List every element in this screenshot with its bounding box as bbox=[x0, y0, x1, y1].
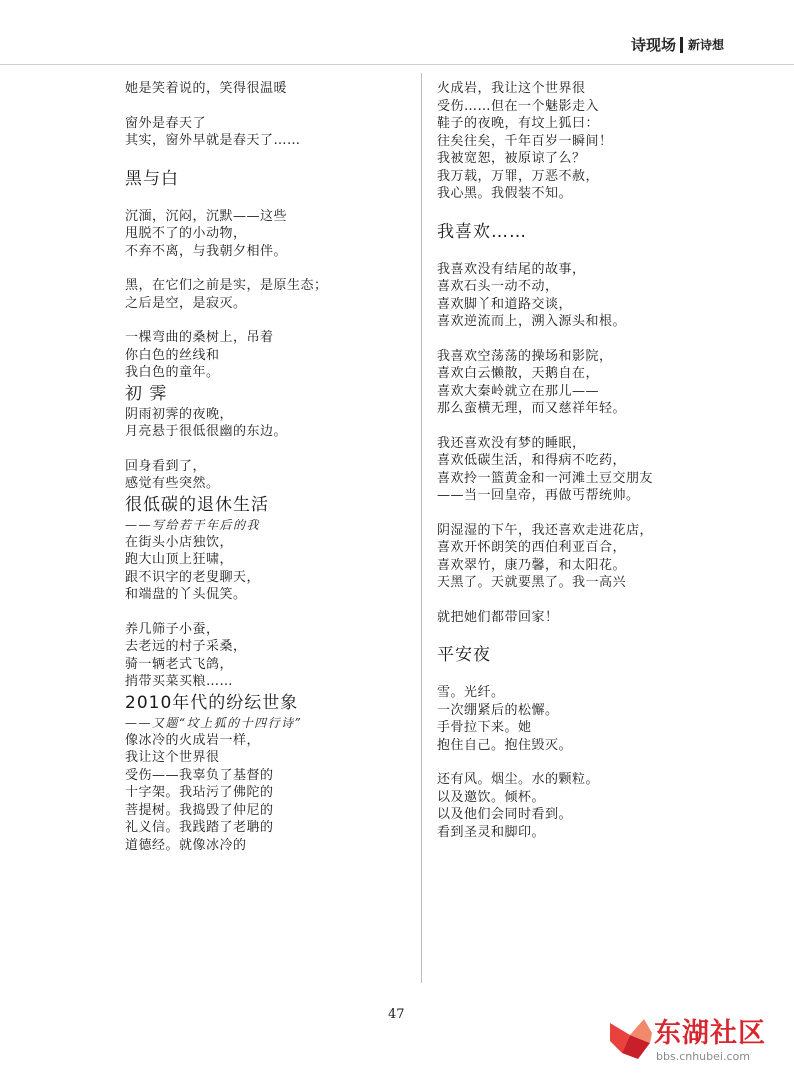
stanza-gap bbox=[125, 260, 395, 277]
poem-line: 受伤——我辜负了基督的 bbox=[125, 767, 274, 783]
poem-line: 往矣往矣，千年百岁一瞬间！ bbox=[437, 133, 613, 149]
poem-line: 喜欢白云懒散，天鹅自在， bbox=[437, 366, 600, 381]
header-divider-bar bbox=[680, 37, 683, 53]
watermark-name: 东湖社区 bbox=[654, 1018, 766, 1049]
poem-line: 就把她们都带回家！ bbox=[437, 609, 559, 625]
poem-line: 那么蛮横无理，而又慈祥年轻。 bbox=[437, 401, 627, 416]
poem-line: 菩提树。我捣毁了仲尼的 bbox=[125, 802, 274, 818]
poem-line: 我心黑。我假装不知。 bbox=[437, 186, 573, 201]
poem-line: 喜欢开怀朗笑的西伯利亚百合， bbox=[437, 540, 627, 555]
poem-line: 火成岩，我让这个世界很 bbox=[437, 81, 586, 96]
poem-line: 和端盘的丫头侃笑。 bbox=[125, 587, 247, 602]
stanza-gap bbox=[437, 592, 707, 609]
poem-line: 以及邀饮。倾杯。 bbox=[437, 789, 546, 805]
poem-line: 我还喜欢没有梦的睡眠， bbox=[437, 435, 586, 451]
poem-title: 我喜欢…… bbox=[437, 221, 527, 242]
page-header bbox=[631, 34, 724, 55]
stanza-gap bbox=[125, 98, 395, 115]
stanza-gap bbox=[437, 418, 707, 435]
poem-line: 喜欢脚丫和道路交谈， bbox=[437, 296, 573, 312]
poem-line: 喜欢翠竹，康乃馨，和太阳花。 bbox=[437, 557, 627, 573]
poem-line: 我让这个世界很 bbox=[125, 750, 220, 765]
poem-line: 感觉有些突然。 bbox=[125, 476, 220, 491]
poem-line: 去老远的村子采桑， bbox=[125, 639, 247, 654]
poem-subtitle: ——写给若干年后的我 bbox=[125, 517, 261, 532]
poem-line: 像冰冷的火成岩一样， bbox=[125, 732, 261, 748]
poem-line: 回身看到了， bbox=[125, 458, 207, 474]
poem-line: 不弃不离，与我朝夕相伴。 bbox=[125, 243, 288, 259]
poem-line: 她是笑着说的，笑得很温暖 bbox=[125, 81, 288, 96]
watermark-url: bbs.cnhubei.com bbox=[656, 1050, 750, 1063]
poem-line: 阴湿湿的下午，我还喜欢走进花店， bbox=[437, 522, 654, 538]
left-column bbox=[125, 80, 395, 854]
poem-title: 黑与白 bbox=[125, 168, 179, 189]
poem-line: 我被宽恕，被原谅了么？ bbox=[437, 151, 586, 166]
poem-line: 我白色的童年。 bbox=[125, 365, 220, 380]
poem-line: 跟不识字的老叟聊天， bbox=[125, 569, 261, 585]
watermark bbox=[608, 1009, 778, 1071]
poem-line: 养几筛子小蚕， bbox=[125, 621, 220, 637]
poem-line: 一棵弯曲的桑树上，吊着 bbox=[125, 330, 274, 345]
poem-line: 跑大山顶上狂啸， bbox=[125, 552, 234, 567]
poem-line: 黑，在它们之前是实，是原生态； bbox=[125, 278, 328, 293]
poem-line: 在街头小店独饮， bbox=[125, 534, 234, 550]
poem-line: 我喜欢没有结尾的故事， bbox=[437, 261, 586, 277]
poem-line: 十字架。我玷污了佛陀的 bbox=[125, 785, 274, 800]
poem-line: 喜欢石头一动不动， bbox=[437, 279, 559, 294]
poem-line: 阴雨初霁的夜晚， bbox=[125, 406, 234, 422]
header-rule bbox=[0, 64, 794, 65]
poem-line: 我喜欢空荡荡的操场和影院， bbox=[437, 348, 613, 364]
poem-line: 抱住自己。抱住毁灭。 bbox=[437, 737, 573, 753]
poem-line: 喜欢逆流而上，溯入源头和根。 bbox=[437, 314, 627, 329]
poem-line: 骑一辆老式飞鸽， bbox=[125, 656, 234, 672]
poem-line: 其实，窗外早就是春天了…… bbox=[125, 133, 301, 148]
stanza-gap bbox=[437, 331, 707, 348]
stanza-gap bbox=[437, 244, 707, 261]
stanza-gap bbox=[125, 441, 395, 458]
column-divider bbox=[421, 73, 422, 983]
poem-title: 初 霁 bbox=[125, 383, 168, 404]
poem-line: 礼义信。我践踏了老聃的 bbox=[125, 820, 274, 835]
poem-line: 雪。光纤。 bbox=[437, 685, 505, 700]
poem-line: 鞋子的夜晚，有坟上狐曰： bbox=[437, 116, 600, 131]
stanza-gap bbox=[437, 667, 707, 684]
poem-line: 喜欢低碳生活，和得病不吃药， bbox=[437, 453, 627, 468]
stanza-gap bbox=[125, 191, 395, 208]
poem-subtitle: ——又题“坟上狐的十四行诗” bbox=[125, 715, 303, 730]
header-subsection-title: 新诗想 bbox=[687, 38, 724, 52]
watermark-logo-icon bbox=[608, 1013, 654, 1059]
stanza-gap bbox=[125, 312, 395, 329]
poem-title: 2010年代的纷纭世象 bbox=[125, 692, 299, 713]
poem-line: 甩脱不了的小动物， bbox=[125, 226, 247, 241]
right-column bbox=[437, 80, 707, 841]
poem-line: 你白色的丝线和 bbox=[125, 347, 220, 363]
poem-line: 手骨拉下来。她 bbox=[437, 720, 532, 735]
poem-line: 捎带买菜买粮…… bbox=[125, 674, 234, 689]
poem-title: 很低碳的退休生活 bbox=[125, 494, 269, 515]
stanza-gap bbox=[437, 754, 707, 771]
stanza-gap bbox=[125, 604, 395, 621]
poem-line: 月亮悬于很低很幽的东边。 bbox=[125, 424, 288, 439]
poem-line: 看到圣灵和脚印。 bbox=[437, 824, 546, 840]
poem-line: 喜欢大秦岭就立在那儿—— bbox=[437, 383, 600, 399]
stanza-gap bbox=[437, 203, 707, 220]
header-section-title: 诗现场 bbox=[630, 36, 676, 54]
stanza-gap bbox=[437, 626, 707, 643]
stanza-gap bbox=[125, 150, 395, 167]
poem-title: 平安夜 bbox=[437, 645, 491, 665]
page-number: 47 bbox=[388, 1007, 405, 1022]
poem-line: 喜欢拎一篮黄金和一河滩土豆交朋友 bbox=[437, 470, 654, 486]
poem-line: 道德经。就像冰冷的 bbox=[125, 837, 247, 853]
poem-line: 沉湎，沉闷，沉默——这些 bbox=[125, 208, 288, 224]
poem-line: 受伤……但在一个魅影走入 bbox=[437, 98, 600, 114]
poem-line: 以及他们会同时看到。 bbox=[437, 807, 573, 822]
poem-line: 我万载，万罪，万恶不赦， bbox=[437, 168, 600, 184]
poem-line: 还有风。烟尘。水的颗粒。 bbox=[437, 772, 600, 787]
poem-line: 一次绷紧后的松懈。 bbox=[437, 702, 559, 718]
stanza-gap bbox=[437, 505, 707, 522]
poem-line: 窗外是春天了 bbox=[125, 115, 207, 131]
poem-line: 之后是空，是寂灭。 bbox=[125, 295, 247, 311]
poem-line: 天黑了。天就要黑了。我一高兴 bbox=[437, 575, 627, 590]
poem-line: ——当一回皇帝，再做丐帮统帅。 bbox=[437, 488, 640, 503]
